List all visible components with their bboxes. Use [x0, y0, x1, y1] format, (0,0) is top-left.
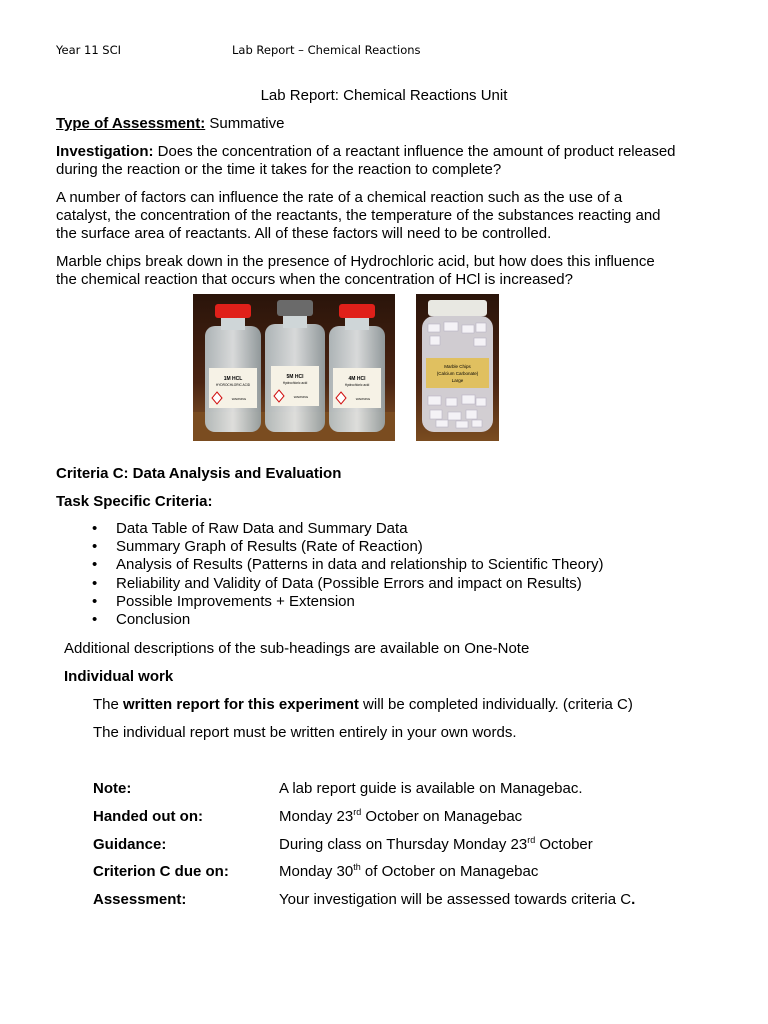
individual-heading: Individual work: [64, 668, 174, 685]
bullet-icon: •: [92, 538, 98, 556]
handed-out-label: Handed out on:: [93, 808, 203, 825]
list-item: • Summary Graph of Results (Rate of Reaction): [92, 538, 423, 556]
guidance-value: During class on Thursday Monday 23rd October: [279, 835, 593, 853]
marble-chips-photo: [416, 294, 499, 441]
bullet-icon: •: [92, 520, 98, 537]
paragraph-1-line-1: A number of factors can influence the rate of a chemical reaction such as the use of a: [56, 189, 623, 206]
list-item: • Data Table of Raw Data and Summary Data: [92, 520, 408, 537]
acid-bottles-photo: [193, 294, 395, 441]
investigation-label: Investigation:: [56, 143, 154, 160]
task-heading: Task Specific Criteria:: [56, 493, 213, 510]
due-date-value: Monday 30th of October on Managebac: [279, 862, 539, 880]
bullet-icon: •: [92, 574, 98, 592]
red-cap-icon: [339, 304, 375, 318]
bullet-icon: •: [92, 592, 98, 610]
list-item: • Analysis of Results (Patterns in data and relationship to Scientific Theory): [92, 556, 604, 574]
header-right: Lab Report – Chemical Reactions: [232, 43, 421, 57]
assessment-type: [56, 115, 284, 133]
list-item: • Reliability and Validity of Data (Possible Errors and impact on Results): [92, 574, 582, 592]
jar-lid-icon: [428, 300, 487, 316]
additional-descriptions: Additional descriptions of the sub-headings are available on One-Note: [64, 640, 530, 657]
bottle-3-label: 4M HCl: [348, 376, 366, 382]
bottle-1-sublabel: HYDROCHLORIC ACID: [215, 383, 251, 387]
assessment-type-label: Type of Assessment:: [56, 115, 206, 132]
bottle-3-warning: WARNING: [355, 397, 371, 401]
assessment-label: Assessment:: [93, 891, 187, 908]
own-words-line: The individual report must be written entirely in your own words.: [93, 724, 517, 741]
paragraph-1-line-2: catalyst, the concentration of the reactants, the temperature of the substances reacting and: [56, 207, 661, 224]
bullet-icon: •: [92, 556, 98, 574]
bottle-2-warning: WARNING: [293, 395, 309, 399]
list-item: • Conclusion: [92, 611, 191, 629]
bottle-2-sublabel: Hydrochloric acid: [282, 381, 308, 385]
investigation-line-1: [56, 143, 676, 161]
note-value: A lab report guide is available on Managebac.: [279, 780, 583, 797]
investigation-line-2: during the reaction or the time it takes for the reaction to complete?: [56, 161, 502, 178]
paragraph-2-line-1: Marble chips break down in the presence of Hydrochloric acid, but how does this influence: [56, 253, 655, 270]
criteria-heading: Criteria C: Data Analysis and Evaluation: [56, 465, 342, 482]
bottle-1-warning: WARNING: [231, 397, 247, 401]
note-label: Note:: [93, 780, 132, 797]
red-cap-icon: [215, 304, 251, 318]
criteria-list: [56, 520, 603, 629]
bottle-3-sublabel: Hydrochloric acid: [344, 383, 370, 387]
paragraph-2-line-2: the chemical reaction that occurs when the concentration of HCl is increased?: [56, 271, 573, 288]
bottle-1-label: 1M HCL: [223, 376, 243, 382]
paragraph-1-line-3: the surface area of reactants. All of these factors will need to be controlled.: [56, 225, 552, 242]
assessment-type-value: Summative: [205, 115, 285, 132]
written-report-bold: written report for this experiment: [123, 696, 359, 713]
bottle-2-label: 5M HCl: [286, 374, 304, 380]
investigation-text-1: Does the concentration of a reactant influence the amount of product released: [153, 143, 676, 160]
assessment-value: Your investigation will be assessed towards criteria C.: [279, 891, 636, 908]
written-report-line: The written report for this experiment will be completed individually. (criteria C): [93, 696, 633, 713]
list-item: • Possible Improvements + Extension: [92, 592, 355, 610]
bullet-icon: •: [92, 611, 98, 629]
grey-cap-icon: [277, 300, 313, 316]
guidance-label: Guidance:: [93, 836, 167, 853]
jar-label-line-1: Marble Chips: [444, 364, 471, 369]
handed-out-value: Monday 23rd October on Managebac: [279, 807, 523, 825]
header-left: Year 11 SCI: [56, 43, 122, 57]
page-title: Lab Report: Chemical Reactions Unit: [260, 87, 508, 104]
due-date-label: Criterion C due on:: [93, 863, 229, 880]
jar-label-line-3: Large: [451, 378, 464, 383]
jar-label-line-2: (Calcium Carbonate): [436, 371, 479, 376]
